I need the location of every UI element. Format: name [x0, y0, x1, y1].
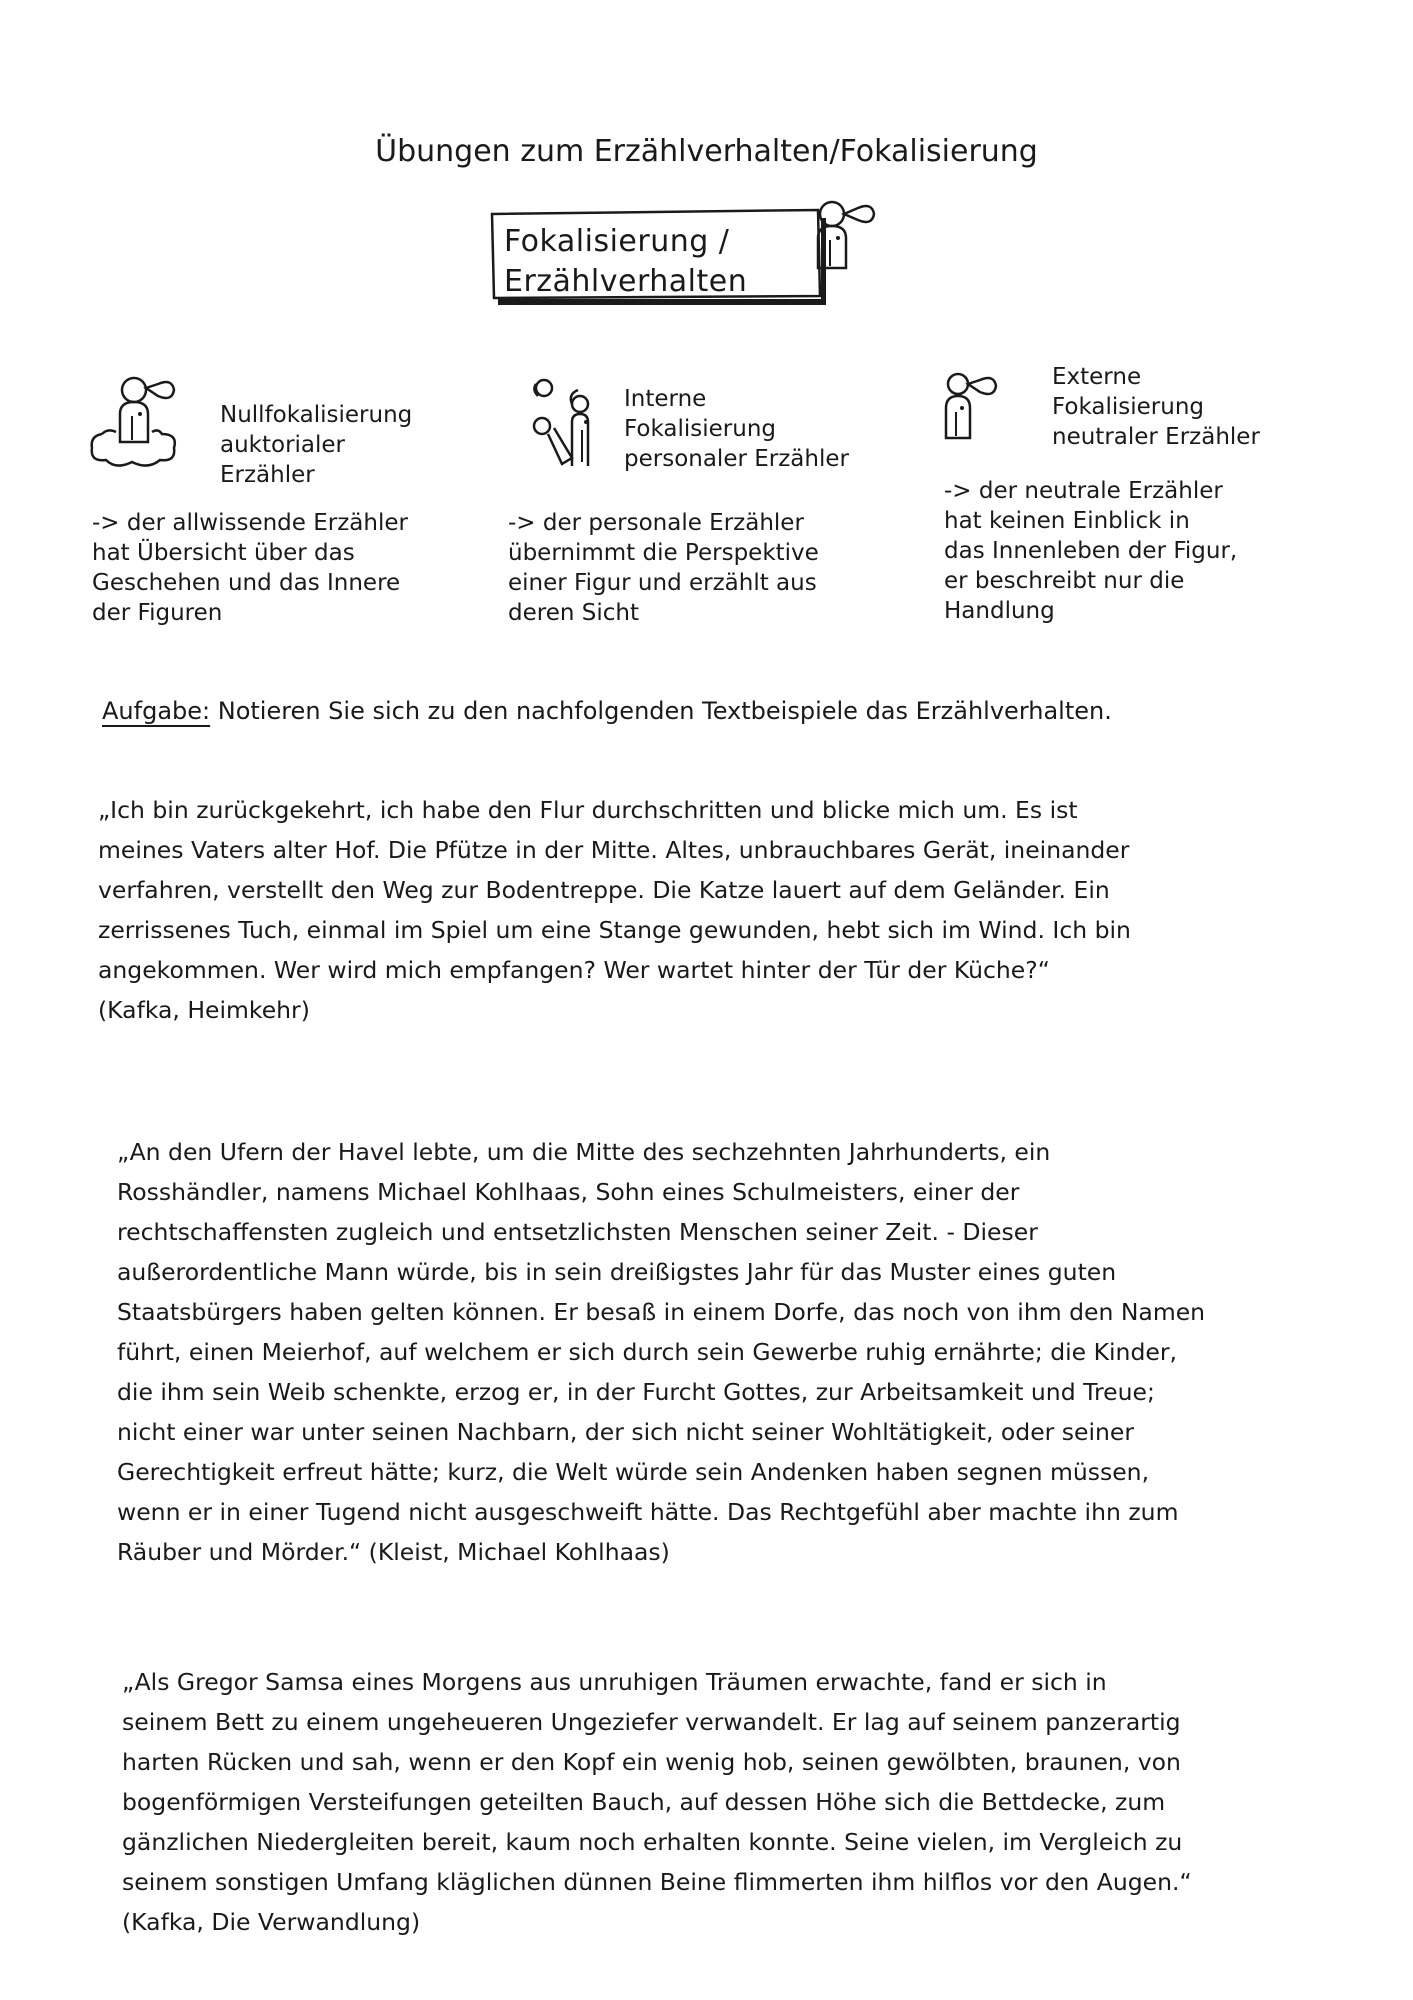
header-box [488, 206, 826, 306]
type-desc-null: -> der allwissende Erzähler hat Übersicht über das Geschehen und das Innere der Figuren [92, 510, 408, 626]
narrator-figure-icon [808, 194, 888, 274]
header-line-2: Erzählverhalten [504, 264, 748, 299]
task-text: Notieren Sie sich zu den nachfolgenden Textbeispiele das Erzählverhalten. [210, 697, 1112, 725]
type-label-extern [1052, 362, 1260, 452]
task-instruction [102, 697, 1112, 725]
type-label-line: auktorialer [220, 432, 346, 458]
type-label-line: Interne [624, 386, 707, 412]
two-figures-icon [524, 374, 604, 474]
quote-verwandlung: „Als Gregor Samsa eines Morgens aus unruhigen Träumen erwachte, fand er sich in seinem Bett zu einem ungeheueren Ungeziefer verwandelt. Er lag auf seinem panzerartig harten Rücken und sah, wenn er den Kopf ein wenig hob, seinen gewölbten, braunen, von bogenförmigen Versteifungen geteilten Bauch, auf dessen Höhe sich die Bettdecke, zum gänzlichen Niedergleiten bereit, kaum noch erhalten konnte. Seine vielen, im Vergleich zu seinem sonstigen Umfang kläglichen dünnen Beine flimmerten ihm hilflos vor den Augen.“ (Kafka, Die Verwandlung) [122, 1668, 1192, 1936]
figure-icon [940, 370, 1020, 450]
type-label-intern [624, 384, 849, 474]
task-key: Aufgabe: [102, 697, 211, 725]
type-label-line: Externe [1052, 364, 1142, 390]
page-title: Übungen zum Erzählverhalten/Fokalisierung [375, 134, 1038, 169]
type-label-line: Fokalisierung [624, 416, 777, 442]
quote-kohlhaas: „An den Ufern der Havel lebte, um die Mitte des sechzehnten Jahrhunderts, ein Rosshändler, namens Michael Kohlhaas, Sohn eines Schulmeisters, einer der rechtschaffensten zugleich und entsetzlichsten Menschen seiner Zeit. - Dieser außerordentliche Mann würde, bis in sein dreißigstes Jahr für das Muster eines guten Staatsbürgers haben gelten können. Er besaß in einem Dorfe, das noch von ihm den Namen führt, einen Meierhof, auf welchem er sich durch sein Gewerbe ruhig ernährte; die Kinder, die ihm sein Weib schenkte, erzog er, in der Furcht Gottes, zur Arbeitsamkeit und Treue; nicht einer war unter seinen Nachbarn, der sich nicht seiner Wohltätigkeit, oder seiner Gerechtigkeit erfreut hätte; kurz, die Welt würde sein Andenken haben segnen müssen, wenn er in einer Tugend nicht ausgeschweift hätte. Das Rechtgefühl aber machte ihn zum Räuber und Mörder.“ (Kleist, Michael Kohlhaas) [117, 1138, 1206, 1566]
quote-heimkehr: „Ich bin zurückgekehrt, ich habe den Flur durchschritten und blicke mich um. Es ist meines Vaters alter Hof. Die Pfütze in der Mitte. Altes, unbrauchbares Gerät, ineinander verfahren, verstellt den Weg zur Bodentreppe. Die Katze lauert auf dem Geländer. Ein zerrissenes Tuch, einmal im Spiel um eine Stange gewunden, hebt sich im Wind. Ich bin angekommen. Wer wird mich empfangen? Wer wartet hinter der Tür der Küche?“ (Kafka, Heimkehr) [98, 796, 1131, 1024]
type-label-line: Fokalisierung [1052, 394, 1205, 420]
type-desc-intern: -> der personale Erzähler übernimmt die Perspektive einer Figur und erzählt aus deren Sicht [508, 510, 819, 626]
type-label-line: Erzähler [220, 462, 315, 488]
type-desc-extern: -> der neutrale Erzähler hat keinen Einblick in das Innenleben der Figur, er beschreibt nur die Handlung [944, 478, 1238, 624]
type-label-line: Nullfokalisierung [220, 402, 413, 428]
type-label-null [220, 400, 412, 490]
type-label-line: neutraler Erzähler [1052, 424, 1260, 450]
type-label-line: personaler Erzähler [624, 446, 849, 472]
cloud-figure-icon [86, 372, 196, 472]
header-line-1: Fokalisierung / [504, 224, 730, 259]
